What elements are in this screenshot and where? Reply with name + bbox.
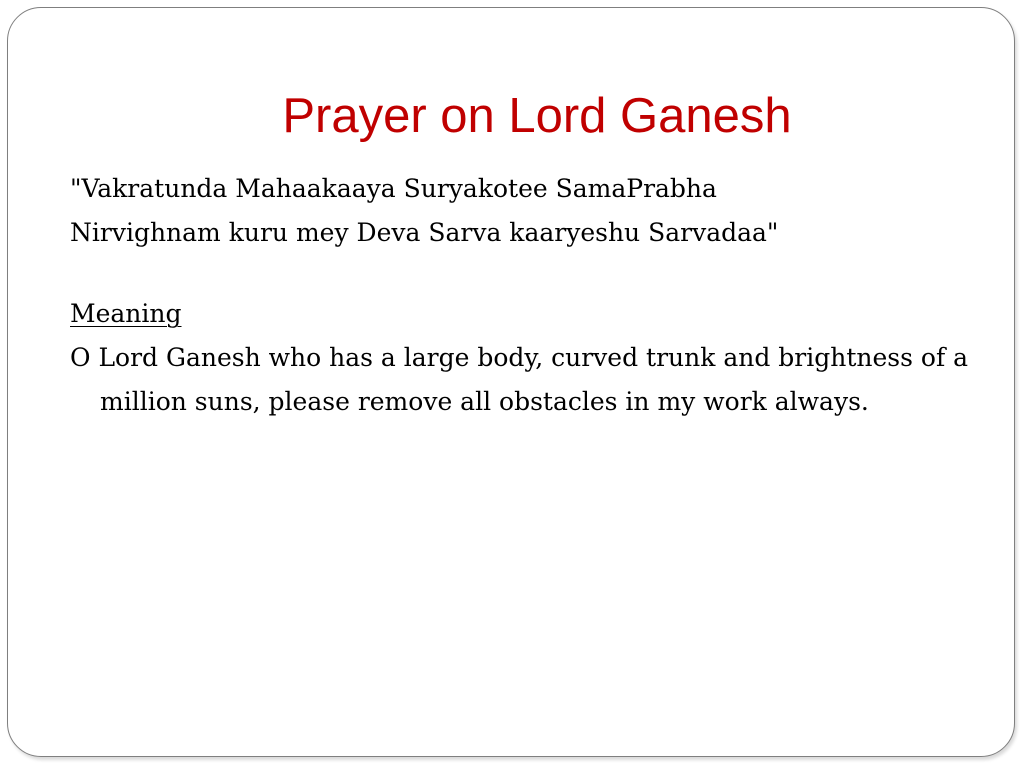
meaning-heading: Meaning bbox=[70, 299, 182, 328]
meaning-text: O Lord Ganesh who has a large body, curved trunk and brightness of a million suns, please remove all obstacles in my work always. bbox=[70, 343, 969, 416]
slide-title: Prayer on Lord Ganesh bbox=[282, 89, 792, 143]
slide-body bbox=[70, 167, 970, 424]
verse-line-2: Nirvighnam kuru mey Deva Sarva kaaryeshu Sarvadaa" bbox=[70, 218, 779, 247]
verse-line-1: "Vakratunda Mahaakaaya Suryakotee SamaPrabha bbox=[70, 174, 717, 203]
paragraph-gap bbox=[70, 255, 970, 292]
